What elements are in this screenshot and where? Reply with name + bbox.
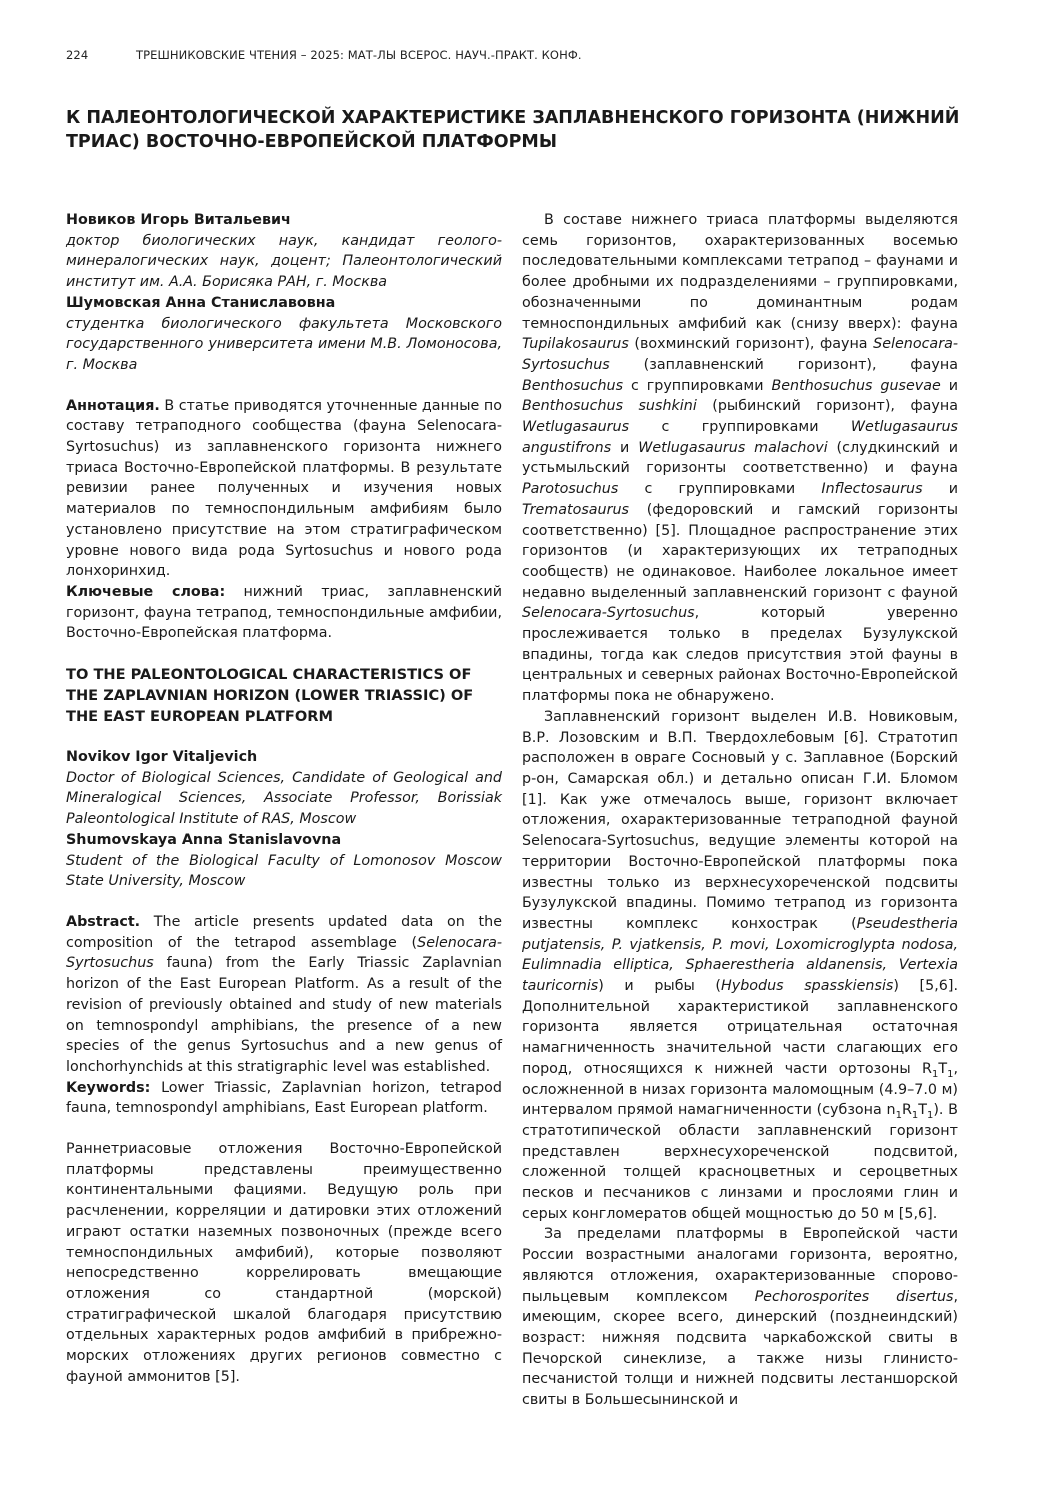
left-column bbox=[66, 210, 502, 1387]
page-number: 224 bbox=[66, 48, 89, 62]
intro-paragraph: Раннетриасовые отложения Восточно-Европейской платформы представлены преимущественно континентальными фациями. Ведущую роль при расчленении, корреляции и датировки этих отложений играют остатки наземных позвоночных (прежде всего темноспондильных амфибий), которые позволяют непосредственно коррелировать вмещающие отложения со стандартной (морской) стратиграфической шкалой благодаря присутствию отдельных характерных родов амфибий в прибрежно-морских отложениях других регионов совместно с фауной аммонитов [5]. bbox=[66, 1141, 502, 1385]
keywords-ru: Ключевые слова: нижний триас, заплавненский горизонт, фауна тетрапод, темноспондильные амфибии, Восточно-Европейская платформа. bbox=[66, 583, 502, 642]
abstract-label-en: Abstract. bbox=[66, 913, 141, 930]
author-name-en: Novikov Igor Vitaljevich bbox=[66, 749, 258, 766]
body-paragraph-2: Заплавненский горизонт выделен И.В. Новиковым, В.Р. Лозовским и В.П. Твердохлебовым [6]. Стратотип расположен в овраге Сосновый у с. Заплавное (Борский р-он, Самарская обл.) и детально описан Г.И. Бломом [1]. Как уже отмечалось выше, горизонт включает отложения, охарактеризованные тетраподной фауной Selenocara-Syrtosuchus, ведущие элементы которой на территории Восточно-Европейской платформы пока известны только из верхнесухореченской подсвиты Бузулукской впадины. Помимо тетрапод из горизонта известны комплекс конхострак (Pseudestheria putjatensis, P. vjatkensis, P. movi, Loxomicroglypta nodosa, Eulimnadia elliptica, Sphaerestheria aldanensis, Vertexia tauricornis) и рыбы (Hybodus spasskiensis) [5,6]. Дополнительной характеристикой заплавненского горизонта является отрицательная остаточная намагниченность значительной части слагающих его пород, относящихся к нижней части ортозоны $R_1T_1$, осложненной в низах горизонта маломощным (4.9–7.0 м) интервалом прямой намагниченности (субзона $n_1R_1T_1$). В стратотипической области заплавненский горизонт представлен верхнесухореченской подсвитой, сложенной толщей красноцветных и сероцветных песков и песчаников с линзами и прослоями глин и серых конгломератов общей мощностью до 50 м [5,6]. bbox=[522, 708, 958, 1222]
author-affiliation: доктор биологических наук, кандидат геолого-минералогических наук, доцент; Палеонтологический институт им. А.А. Борисяка РАН, г. Москва bbox=[66, 232, 502, 291]
author-name-en: Shumovskaya Anna Stanislavovna bbox=[66, 831, 342, 848]
author-name: Шумовская Анна Станиславовна bbox=[66, 294, 336, 311]
abstract-en: Abstract. The article presents updated data on the composition of the tetrapod assemblage (Selenocara-Syrtosuchus fauna) from the Early Triassic Zaplavnian horizon of the East European Platform. As a result of the revision of previously obtained and study of new materials on temnospondyl amphibians, the presence of a new species of the genus Syrtosuchus and a new genus of lonchorhynchids at this stratigraphic level was established. bbox=[66, 913, 502, 1075]
running-title: ТРЕШНИКОВСКИЕ ЧТЕНИЯ – 2025: МАТ-ЛЫ ВСЕРОС. НАУЧ.-ПРАКТ. КОНФ. bbox=[136, 48, 582, 62]
author-affiliation: студентка биологического факультета Московского государственного университета имени М.В. Ломоносова, г. Москва bbox=[66, 315, 502, 373]
right-column bbox=[522, 210, 958, 1411]
keywords-label: Ключевые слова: bbox=[66, 583, 226, 600]
keywords-label-en: Keywords: bbox=[66, 1079, 151, 1096]
keywords-en: Keywords: Lower Triassic, Zaplavnian horizon, tetrapod fauna, temnospondyl amphibians, East European platform. bbox=[66, 1079, 502, 1117]
author-name: Новиков Игорь Витальевич bbox=[66, 212, 291, 228]
author-affiliation-en: Doctor of Biological Sciences, Candidate of Geological and Mineralogical Sciences, Associate Professor, Borissiak Paleontological Institute of RAS, Moscow bbox=[66, 769, 502, 828]
article-title: К ПАЛЕОНТОЛОГИЧЕСКОЙ ХАРАКТЕРИСТИКЕ ЗАПЛАВНЕНСКОГО ГОРИЗОНТА (НИЖНИЙ ТРИАС) ВОСТОЧНО-ЕВРОПЕЙСКОЙ ПЛАТФОРМЫ bbox=[66, 108, 960, 152]
abstract-ru: Аннотация. В статье приводятся уточненные данные по составу тетраподного сообщества (фауна Selenocara-Syrtosuchus) из заплавненского горизонта нижнего триаса Восточно-Европейской платформы. В результате ревизии ранее полученных и изучения новых материалов по темноспондильным амфибиям было установлено присутствие на этом стратиграфическом уровне нового вида рода Syrtosuchus и нового рода лонхоринхид. bbox=[66, 397, 502, 580]
english-title: TO THE PALEONTOLOGICAL CHARACTERISTICS OF THE ZAPLAVNIAN HORIZON (LOWER TRIASSIC) OF THE EAST EUROPEAN PLATFORM bbox=[66, 666, 474, 726]
body-paragraph-1: В составе нижнего триаса платформы выделяются семь горизонтов, охарактеризованных восемью последовательными комплексами тетрапод – фаунами и более дробными их подразделениями – группировками, обозначенными по доминантным родам темноспондильных амфибий как (снизу вверх): фауна Tupilakosaurus (вохминский горизонт), фауна Selenocara-Syrtosuchus (заплавненский горизонт), фауна Benthosuchus с группировками Benthosuchus gusevae и Benthosuchus sushkini (рыбинский горизонт), фауна Wetlugasaurus с группировками Wetlugasaurus angustifrons и Wetlugasaurus malachovi (слудкинский и устьмыльский горизонты соответственно) и фауна Parotosuchus с группировками Inflectosaurus и Trematosaurus (федоровский и гамский горизонты соответственно) [5]. Площадное распространение этих горизонтов (и характеризующих их тетраподных сообществ) не одинаковое. Наиболее локальное имеет недавно выделенный заплавненский горизонт с фауной Selenocara-Syrtosuchus, который уверенно прослеживается только в пределах Бузулукской впадины, тогда как следов присутствия этой фауны в центральных и северных районах Восточно-Европейской платформы пока не обнаружено. bbox=[522, 212, 959, 705]
body-paragraph-3: За пределами платформы в Европейской части России возрастными аналогами горизонта, вероятно, являются отложения, охарактеризованные спорово-пыльцевым комплексом Pechorosporites disertus, имеющим, скорее всего, динерский (позднеиндский) возраст: нижняя подсвита чаркабожской свиты в Печорской синеклизе, а также низы глинисто-песчанистой толщи и нижней подсвиты лестаншорской свиты в Большесынинской и bbox=[522, 1226, 959, 1409]
author-affiliation-en: Student of the Biological Faculty of Lomonosov Moscow State University, Moscow bbox=[66, 852, 502, 890]
abstract-label: Аннотация. bbox=[66, 397, 160, 414]
